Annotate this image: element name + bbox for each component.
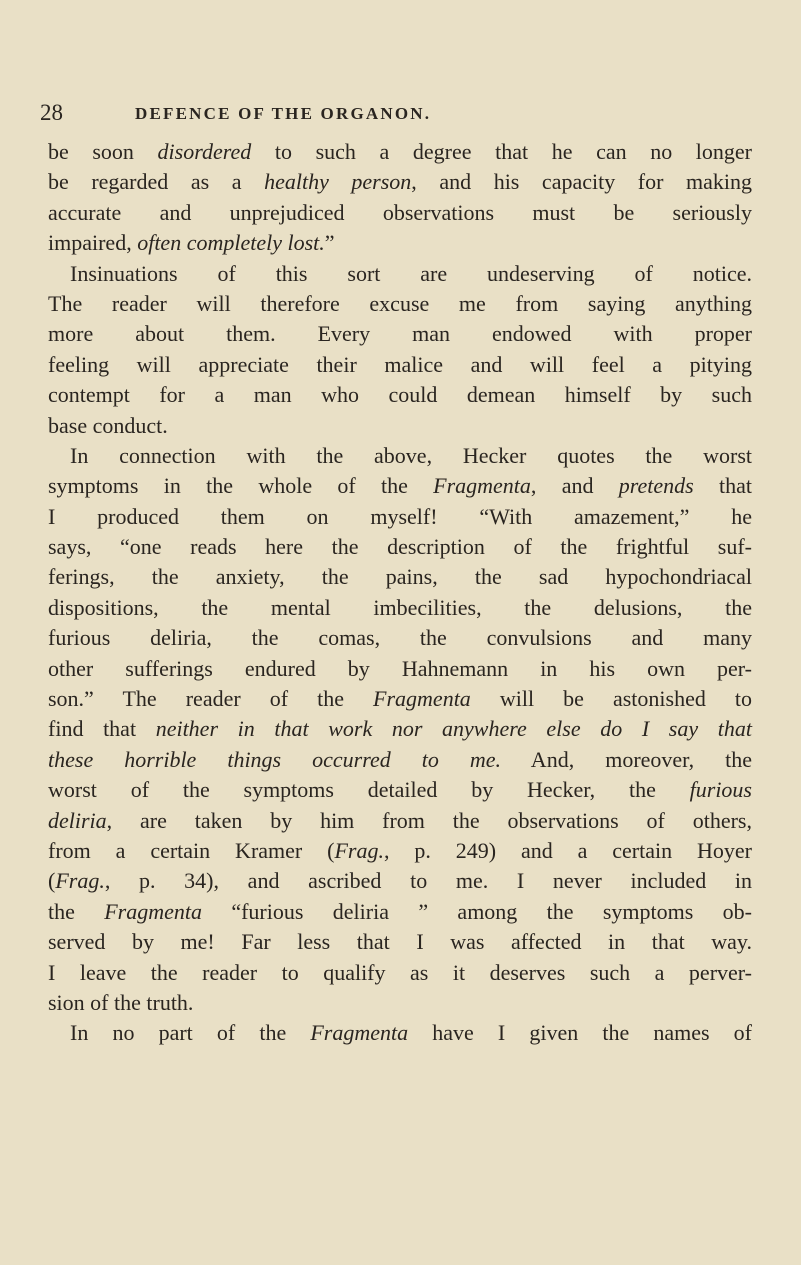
text-segment: will be astonished to bbox=[470, 686, 752, 712]
text-line bbox=[48, 958, 752, 988]
text-line bbox=[48, 471, 752, 501]
text-segment: ” bbox=[324, 230, 335, 256]
italic-text: Fragmenta bbox=[373, 686, 471, 712]
text-segment: the bbox=[48, 898, 105, 924]
text-line bbox=[48, 775, 752, 805]
text-segment: I leave the reader to qualify as it deserves such a perver- bbox=[48, 959, 752, 985]
text-segment: , are taken by him from the observations of others, bbox=[106, 807, 752, 833]
text-line bbox=[48, 350, 752, 380]
italic-text: disordered bbox=[157, 139, 252, 164]
text-line bbox=[48, 988, 752, 1018]
text-line bbox=[48, 259, 752, 289]
text-line bbox=[48, 927, 752, 957]
text-segment: contempt for a man who could demean himself by such bbox=[48, 382, 752, 408]
italic-text: neither in that work nor anywhere else do I say that bbox=[155, 716, 752, 742]
text-segment: be soon bbox=[48, 139, 158, 164]
text-segment: symptoms in the whole of the bbox=[48, 473, 434, 499]
text-segment: sion of the truth. bbox=[48, 989, 194, 1015]
text-segment: served by me! Far less that I was affected in that way. bbox=[48, 929, 752, 955]
text-line bbox=[48, 654, 752, 684]
text-line bbox=[48, 289, 752, 319]
text-line bbox=[48, 593, 752, 623]
text-segment: impaired, bbox=[48, 230, 138, 256]
text-line bbox=[48, 137, 752, 167]
italic-text: often completely lost. bbox=[137, 230, 325, 256]
text-segment: And, moreover, the bbox=[501, 746, 753, 772]
italic-text: Frag. bbox=[334, 837, 384, 863]
text-segment: In no part of the bbox=[70, 1020, 311, 1046]
text-segment: other sufferings endured by Hahnemann in his own per- bbox=[48, 655, 752, 681]
text-segment: dispositions, the mental imbecilities, the delusions, the bbox=[48, 594, 752, 620]
body-text bbox=[48, 137, 752, 1049]
text-line bbox=[48, 806, 752, 836]
italic-text: deliria bbox=[48, 807, 107, 833]
text-segment: “furious deliria ” among the symptoms ob- bbox=[202, 898, 752, 924]
text-segment: says, “one reads here the description of the frightful suf- bbox=[48, 534, 752, 560]
text-segment: accurate and unprejudiced observations must be seriously bbox=[48, 199, 752, 225]
text-segment: , and his capacity for making bbox=[411, 169, 752, 195]
text-line bbox=[48, 411, 752, 441]
text-line bbox=[48, 532, 752, 562]
italic-text: Fragmenta bbox=[104, 898, 202, 924]
text-line bbox=[48, 897, 752, 927]
text-segment: to such a degree that he can no longer bbox=[251, 139, 753, 164]
text-segment: find that bbox=[48, 716, 156, 742]
text-line bbox=[48, 441, 752, 471]
italic-text: Fragmenta bbox=[310, 1020, 409, 1046]
italic-text: furious bbox=[689, 777, 752, 803]
italic-text: these horrible things occurred to me. bbox=[48, 746, 502, 772]
text-segment: In connection with the above, Hecker quotes the worst bbox=[70, 442, 752, 468]
text-line bbox=[48, 684, 752, 714]
text-line bbox=[48, 562, 752, 592]
text-segment: feeling will appreciate their malice and will feel a pitying bbox=[48, 351, 752, 377]
text-segment: The reader will therefore excuse me from saying anything bbox=[48, 290, 752, 316]
text-line bbox=[48, 319, 752, 349]
italic-text: pretends bbox=[618, 473, 694, 499]
text-segment: I produced them on myself! “With amazement,” he bbox=[48, 503, 752, 529]
text-segment: , p. 34), and ascribed to me. I never included in bbox=[104, 868, 752, 894]
text-segment: have I given the names of bbox=[408, 1020, 753, 1046]
text-line bbox=[48, 714, 752, 744]
italic-text: Frag. bbox=[55, 868, 105, 894]
page-number: 28 bbox=[40, 100, 63, 125]
text-line bbox=[48, 836, 752, 866]
text-segment: that bbox=[693, 473, 752, 499]
text-segment: furious deliria, the comas, the convulsions and many bbox=[48, 625, 752, 651]
text-line bbox=[48, 380, 752, 410]
text-line bbox=[48, 745, 752, 775]
text-segment: more about them. Every man endowed with proper bbox=[48, 321, 752, 347]
text-line bbox=[48, 502, 752, 532]
text-line bbox=[48, 198, 752, 228]
text-segment: be regarded as a bbox=[48, 169, 265, 195]
text-line bbox=[48, 623, 752, 653]
text-segment: , p. 249) and a certain Hoyer bbox=[383, 837, 752, 863]
text-segment: base conduct. bbox=[48, 412, 168, 438]
italic-text: Fragmenta bbox=[433, 473, 531, 499]
text-segment: son.” The reader of the bbox=[48, 686, 374, 712]
text-segment: from a certain Kramer ( bbox=[48, 837, 335, 863]
text-segment: , and bbox=[530, 473, 619, 499]
running-title: DEFENCE OF THE ORGANON. bbox=[135, 104, 432, 123]
text-segment: ( bbox=[48, 868, 56, 894]
text-line bbox=[48, 1018, 752, 1048]
text-segment: worst of the symptoms detailed by Hecker, the bbox=[48, 777, 690, 803]
text-line bbox=[48, 866, 752, 896]
text-line bbox=[48, 167, 752, 197]
italic-text: healthy person bbox=[264, 169, 412, 195]
text-segment: ferings, the anxiety, the pains, the sad hypochondriacal bbox=[48, 564, 752, 590]
text-line bbox=[48, 228, 752, 258]
text-segment: Insinuations of this sort are undeserving of notice. bbox=[70, 260, 752, 286]
